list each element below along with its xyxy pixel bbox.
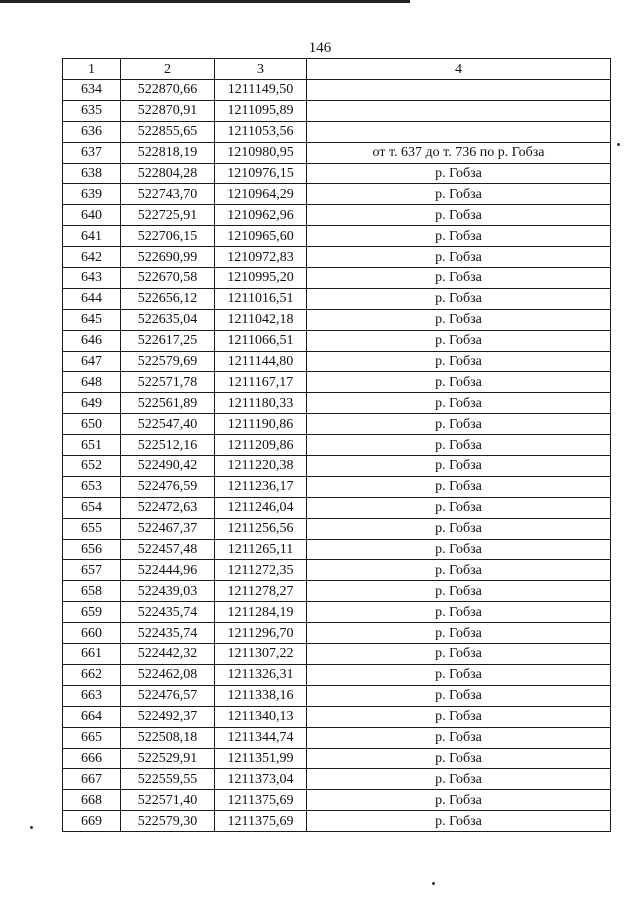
coordinate-y-cell: 1211373,04	[215, 769, 307, 790]
coordinate-x-cell: 522690,99	[121, 247, 215, 268]
coordinate-x-cell: 522571,78	[121, 372, 215, 393]
table-row	[63, 268, 611, 289]
coordinate-x-cell: 522472,63	[121, 497, 215, 518]
table-row	[63, 811, 611, 832]
description-cell: р. Гобза	[307, 351, 611, 372]
description-cell: р. Гобза	[307, 644, 611, 665]
coordinate-x-cell: 522579,69	[121, 351, 215, 372]
point-number-cell: 657	[63, 560, 121, 581]
point-number-cell: 644	[63, 288, 121, 309]
coordinate-x-cell: 522476,57	[121, 685, 215, 706]
table-row	[63, 351, 611, 372]
point-number-cell: 643	[63, 268, 121, 289]
point-number-cell: 656	[63, 539, 121, 560]
table-row	[63, 706, 611, 727]
description-cell: р. Гобза	[307, 268, 611, 289]
coordinate-y-cell: 1211278,27	[215, 581, 307, 602]
table-row	[63, 80, 611, 101]
point-number-cell: 645	[63, 309, 121, 330]
table-row	[63, 602, 611, 623]
coordinate-y-cell: 1211095,89	[215, 100, 307, 121]
point-number-cell: 647	[63, 351, 121, 372]
coordinate-y-cell: 1210976,15	[215, 163, 307, 184]
column-header-4: 4	[307, 59, 611, 80]
coordinate-y-cell: 1211066,51	[215, 330, 307, 351]
description-cell: р. Гобза	[307, 205, 611, 226]
table-row	[63, 685, 611, 706]
description-cell: р. Гобза	[307, 560, 611, 581]
page-number: 146	[308, 40, 332, 56]
table-row	[63, 727, 611, 748]
table-row	[63, 790, 611, 811]
coordinate-y-cell: 1211344,74	[215, 727, 307, 748]
point-number-cell: 651	[63, 435, 121, 456]
table-row	[63, 330, 611, 351]
description-cell: р. Гобза	[307, 518, 611, 539]
coordinate-y-cell: 1211375,69	[215, 790, 307, 811]
coordinate-x-cell: 522512,16	[121, 435, 215, 456]
coordinate-x-cell: 522508,18	[121, 727, 215, 748]
coordinate-y-cell: 1211351,99	[215, 748, 307, 769]
description-cell	[307, 100, 611, 121]
description-cell: р. Гобза	[307, 288, 611, 309]
table-row	[63, 372, 611, 393]
coordinate-x-cell: 522442,32	[121, 644, 215, 665]
table-row	[63, 247, 611, 268]
table-row	[63, 205, 611, 226]
description-cell: р. Гобза	[307, 790, 611, 811]
coordinate-y-cell: 1211246,04	[215, 497, 307, 518]
coordinate-y-cell: 1211326,31	[215, 664, 307, 685]
coordinate-x-cell: 522467,37	[121, 518, 215, 539]
coordinate-y-cell: 1211265,11	[215, 539, 307, 560]
column-header-2: 2	[121, 59, 215, 80]
description-cell: р. Гобза	[307, 581, 611, 602]
description-cell: р. Гобза	[307, 414, 611, 435]
description-cell: р. Гобза	[307, 664, 611, 685]
coordinate-y-cell: 1211042,18	[215, 309, 307, 330]
coordinate-y-cell: 1210965,60	[215, 226, 307, 247]
description-cell: р. Гобза	[307, 623, 611, 644]
table-row	[63, 581, 611, 602]
coordinate-x-cell: 522561,89	[121, 393, 215, 414]
point-number-cell: 634	[63, 80, 121, 101]
coordinate-x-cell: 522490,42	[121, 456, 215, 477]
coordinate-y-cell: 1211016,51	[215, 288, 307, 309]
coordinate-x-cell: 522462,08	[121, 664, 215, 685]
point-number-cell: 641	[63, 226, 121, 247]
description-cell	[307, 80, 611, 101]
coordinate-x-cell: 522818,19	[121, 142, 215, 163]
coordinate-x-cell: 522706,15	[121, 226, 215, 247]
point-number-cell: 669	[63, 811, 121, 832]
coordinate-y-cell: 1211340,13	[215, 706, 307, 727]
coordinate-x-cell: 522656,12	[121, 288, 215, 309]
point-number-cell: 655	[63, 518, 121, 539]
point-number-cell: 661	[63, 644, 121, 665]
table-row	[63, 664, 611, 685]
coordinates-table	[62, 58, 611, 832]
coordinate-y-cell: 1210962,96	[215, 205, 307, 226]
table-row	[63, 435, 611, 456]
column-header-3: 3	[215, 59, 307, 80]
coordinate-y-cell: 1211236,17	[215, 476, 307, 497]
table-row	[63, 121, 611, 142]
description-cell: р. Гобза	[307, 769, 611, 790]
coordinate-x-cell: 522804,28	[121, 163, 215, 184]
point-number-cell: 652	[63, 456, 121, 477]
point-number-cell: 635	[63, 100, 121, 121]
coordinate-x-cell: 522571,40	[121, 790, 215, 811]
table-row	[63, 142, 611, 163]
table-row	[63, 769, 611, 790]
description-cell: р. Гобза	[307, 811, 611, 832]
description-cell: р. Гобза	[307, 372, 611, 393]
coordinate-x-cell: 522476,59	[121, 476, 215, 497]
table-row	[63, 623, 611, 644]
description-cell: р. Гобза	[307, 706, 611, 727]
coordinate-x-cell: 522579,30	[121, 811, 215, 832]
coordinate-x-cell: 522492,37	[121, 706, 215, 727]
table-row	[63, 414, 611, 435]
point-number-cell: 666	[63, 748, 121, 769]
table-row	[63, 456, 611, 477]
table-row	[63, 476, 611, 497]
coordinate-y-cell: 1211180,33	[215, 393, 307, 414]
table-row	[63, 288, 611, 309]
coordinate-y-cell: 1211307,22	[215, 644, 307, 665]
coordinate-x-cell: 522725,91	[121, 205, 215, 226]
description-cell: р. Гобза	[307, 226, 611, 247]
coordinate-x-cell: 522743,70	[121, 184, 215, 205]
coordinate-x-cell: 522439,03	[121, 581, 215, 602]
description-cell: р. Гобза	[307, 435, 611, 456]
point-number-cell: 660	[63, 623, 121, 644]
table-row	[63, 497, 611, 518]
point-number-cell: 642	[63, 247, 121, 268]
table-row	[63, 184, 611, 205]
coordinate-x-cell: 522547,40	[121, 414, 215, 435]
description-cell: р. Гобза	[307, 602, 611, 623]
point-number-cell: 658	[63, 581, 121, 602]
table-row	[63, 163, 611, 184]
point-number-cell: 668	[63, 790, 121, 811]
description-cell: р. Гобза	[307, 685, 611, 706]
description-cell: р. Гобза	[307, 163, 611, 184]
coordinate-y-cell: 1211338,16	[215, 685, 307, 706]
coordinate-x-cell: 522435,74	[121, 602, 215, 623]
coordinate-y-cell: 1211053,56	[215, 121, 307, 142]
point-number-cell: 662	[63, 664, 121, 685]
coordinate-y-cell: 1211220,38	[215, 456, 307, 477]
coordinate-x-cell: 522670,58	[121, 268, 215, 289]
table-row	[63, 539, 611, 560]
point-number-cell: 638	[63, 163, 121, 184]
coordinate-x-cell: 522559,55	[121, 769, 215, 790]
point-number-cell: 659	[63, 602, 121, 623]
description-cell: р. Гобза	[307, 330, 611, 351]
coordinate-y-cell: 1211149,50	[215, 80, 307, 101]
scan-speck	[617, 143, 620, 146]
point-number-cell: 649	[63, 393, 121, 414]
coordinate-x-cell: 522444,96	[121, 560, 215, 581]
point-number-cell: 640	[63, 205, 121, 226]
coordinate-y-cell: 1210995,20	[215, 268, 307, 289]
table-row	[63, 309, 611, 330]
coordinate-y-cell: 1211375,69	[215, 811, 307, 832]
point-number-cell: 663	[63, 685, 121, 706]
coordinate-y-cell: 1211167,17	[215, 372, 307, 393]
coordinate-y-cell: 1210980,95	[215, 142, 307, 163]
coordinate-x-cell: 522617,25	[121, 330, 215, 351]
coordinate-x-cell: 522457,48	[121, 539, 215, 560]
coordinate-x-cell: 522635,04	[121, 309, 215, 330]
coordinate-y-cell: 1211190,86	[215, 414, 307, 435]
description-cell: р. Гобза	[307, 539, 611, 560]
description-cell: р. Гобза	[307, 727, 611, 748]
coordinate-x-cell: 522870,91	[121, 100, 215, 121]
point-number-cell: 653	[63, 476, 121, 497]
coordinate-x-cell: 522529,91	[121, 748, 215, 769]
coordinate-y-cell: 1211209,86	[215, 435, 307, 456]
table-row	[63, 226, 611, 247]
description-cell: р. Гобза	[307, 748, 611, 769]
column-header-1: 1	[63, 59, 121, 80]
point-number-cell: 636	[63, 121, 121, 142]
description-cell: р. Гобза	[307, 247, 611, 268]
point-number-cell: 639	[63, 184, 121, 205]
table-row	[63, 644, 611, 665]
coordinate-y-cell: 1211256,56	[215, 518, 307, 539]
coordinate-y-cell: 1211296,70	[215, 623, 307, 644]
coordinate-x-cell: 522855,65	[121, 121, 215, 142]
top-border-rule	[0, 0, 410, 3]
table-row	[63, 393, 611, 414]
description-cell: р. Гобза	[307, 456, 611, 477]
description-cell: р. Гобза	[307, 309, 611, 330]
coordinate-x-cell: 522870,66	[121, 80, 215, 101]
coordinate-y-cell: 1211284,19	[215, 602, 307, 623]
description-cell: р. Гобза	[307, 184, 611, 205]
description-cell: р. Гобза	[307, 393, 611, 414]
coordinate-y-cell: 1211272,35	[215, 560, 307, 581]
table-body	[63, 80, 611, 832]
table-header-row	[63, 59, 611, 80]
scan-speck	[432, 882, 435, 885]
point-number-cell: 654	[63, 497, 121, 518]
point-number-cell: 650	[63, 414, 121, 435]
description-cell: от т. 637 до т. 736 по р. Гобза	[307, 142, 611, 163]
table-row	[63, 518, 611, 539]
scan-speck	[30, 826, 33, 829]
point-number-cell: 648	[63, 372, 121, 393]
table-row	[63, 748, 611, 769]
description-cell	[307, 121, 611, 142]
point-number-cell: 664	[63, 706, 121, 727]
coordinate-y-cell: 1210972,83	[215, 247, 307, 268]
description-cell: р. Гобза	[307, 476, 611, 497]
description-cell: р. Гобза	[307, 497, 611, 518]
coordinate-y-cell: 1210964,29	[215, 184, 307, 205]
point-number-cell: 667	[63, 769, 121, 790]
point-number-cell: 637	[63, 142, 121, 163]
table-row	[63, 100, 611, 121]
coordinate-y-cell: 1211144,80	[215, 351, 307, 372]
coordinate-x-cell: 522435,74	[121, 623, 215, 644]
point-number-cell: 665	[63, 727, 121, 748]
table-row	[63, 560, 611, 581]
point-number-cell: 646	[63, 330, 121, 351]
